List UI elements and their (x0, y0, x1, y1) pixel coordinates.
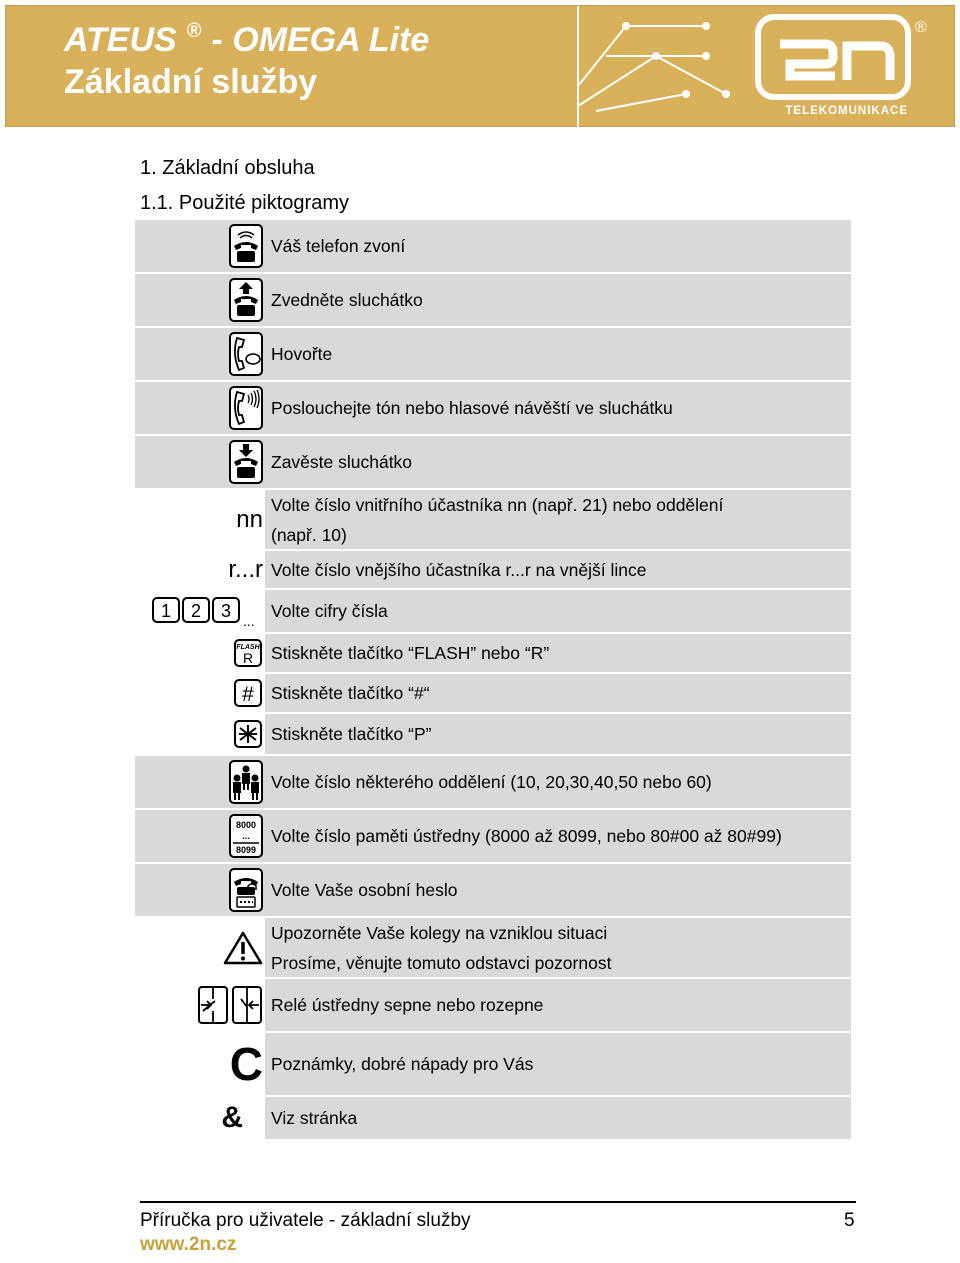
table-row (135, 810, 851, 864)
table-row (135, 864, 851, 918)
password-icon (229, 868, 263, 912)
table-row (135, 634, 851, 674)
see-page-symbol-icon: & (221, 1101, 243, 1134)
pictogram-description: Stiskněte tlačítko “#“ (271, 683, 430, 703)
pictogram-description: Upozorněte Vaše kolegy na vzniklou situaci (271, 922, 608, 943)
pictogram-description: Hovořte (271, 344, 333, 364)
svg-text:3: 3 (220, 601, 232, 621)
svg-text:...: ... (242, 831, 250, 841)
note-symbol-icon: C (229, 1038, 263, 1090)
pictogram-description: Volte číslo vnějšího účastníka r...r na vnější lince (271, 559, 647, 580)
department-icon (229, 760, 263, 804)
table-row (135, 328, 851, 382)
table-row (135, 756, 851, 810)
pictogram-description: Viz stránka (271, 1108, 358, 1128)
table-row (135, 1097, 851, 1141)
2n-logo-icon (755, 14, 930, 102)
table-row (135, 551, 851, 590)
svg-text:R: R (242, 650, 254, 666)
svg-text:FLASH: FLASH (236, 644, 260, 651)
pictogram-table (135, 220, 851, 1141)
svg-text:8099: 8099 (235, 845, 257, 855)
pictogram-description: Stiskněte tlačítko “FLASH” nebo “R” (271, 643, 550, 663)
hang-up-icon (229, 440, 263, 484)
internal-number-symbol: nn (236, 505, 263, 533)
pictogram-description: Stiskněte tlačítko “P” (271, 724, 432, 744)
pictogram-description: Relé ústředny sepne nebo rozepne (271, 995, 544, 1015)
section-heading: 1.1. Použité piktogramy (140, 192, 349, 214)
warning-icon (223, 930, 263, 966)
lift-handset-icon (229, 278, 263, 322)
svg-text:1: 1 (160, 601, 172, 621)
decorative-lines-icon (566, 6, 786, 128)
table-row (135, 674, 851, 714)
table-row (135, 490, 851, 551)
product-variant: - OMEGA Lite (211, 21, 430, 59)
svg-text:®: ® (915, 19, 927, 36)
external-number-symbol: r...r (228, 555, 263, 583)
footer-manual-title: Příručka pro uživatele - základní služby (140, 1210, 471, 1231)
table-row (135, 1033, 851, 1097)
pictogram-description-cont: (např. 10) (271, 524, 347, 545)
table-row (135, 220, 851, 274)
table-row (135, 590, 851, 634)
phone-ringing-icon (229, 224, 263, 268)
pictogram-description: Volte číslo některého oddělení (10, 20,30,40,50 nebo 60) (271, 772, 712, 792)
pictogram-description: Váš telefon zvoní (271, 236, 406, 256)
pictogram-description: Zvedněte sluchátko (271, 290, 423, 310)
memory-range-icon (229, 814, 263, 858)
table-row (135, 918, 851, 979)
digit-keys-icon (151, 594, 263, 628)
hash-key-icon (233, 678, 263, 708)
svg-text:...: ... (243, 613, 255, 628)
footer-divider (140, 1201, 856, 1203)
website-link[interactable]: www.2n.cz (140, 1234, 237, 1255)
logo-subtitle: TELEKOMUNIKACE (785, 105, 908, 117)
registered-mark: ® (186, 20, 202, 42)
pictogram-description: Volte cifry čísla (271, 601, 388, 621)
table-row (135, 714, 851, 756)
svg-text:#: # (242, 683, 254, 706)
chapter-heading: 1. Základní obsluha (140, 157, 315, 179)
table-row (135, 382, 851, 436)
pictogram-description: Poslouchejte tón nebo hlasové návěští ve sluchátku (271, 398, 673, 418)
star-key-icon (233, 719, 263, 749)
header-banner (5, 5, 955, 127)
pictogram-description: Volte číslo vnitřního účastníka nn (např. 21) nebo oddělení (271, 494, 724, 515)
pictogram-description: Zavěste sluchátko (271, 452, 413, 472)
pictogram-description-cont: Prosíme, věnujte tomuto odstavci pozornost (271, 952, 612, 973)
svg-text:2: 2 (190, 601, 202, 621)
page-number: 5 (844, 1210, 855, 1231)
table-row (135, 274, 851, 328)
document-subtitle: Základní služby (64, 63, 318, 101)
header-title (64, 10, 429, 103)
table-row (135, 436, 851, 490)
flash-key-icon (233, 638, 263, 668)
product-name: ATEUS (64, 21, 177, 59)
svg-text:8000: 8000 (235, 820, 257, 830)
listen-tone-icon (229, 386, 263, 430)
relay-icon (197, 985, 263, 1025)
pictogram-description: Volte číslo paměti ústředny (8000 až 8099, nebo 80#00 až 80#99) (271, 826, 782, 846)
table-row (135, 979, 851, 1033)
speak-icon (229, 332, 263, 376)
pictogram-description: Poznámky, dobré nápady pro Vás (271, 1054, 534, 1074)
pictogram-description: Volte Vaše osobní heslo (271, 880, 458, 900)
